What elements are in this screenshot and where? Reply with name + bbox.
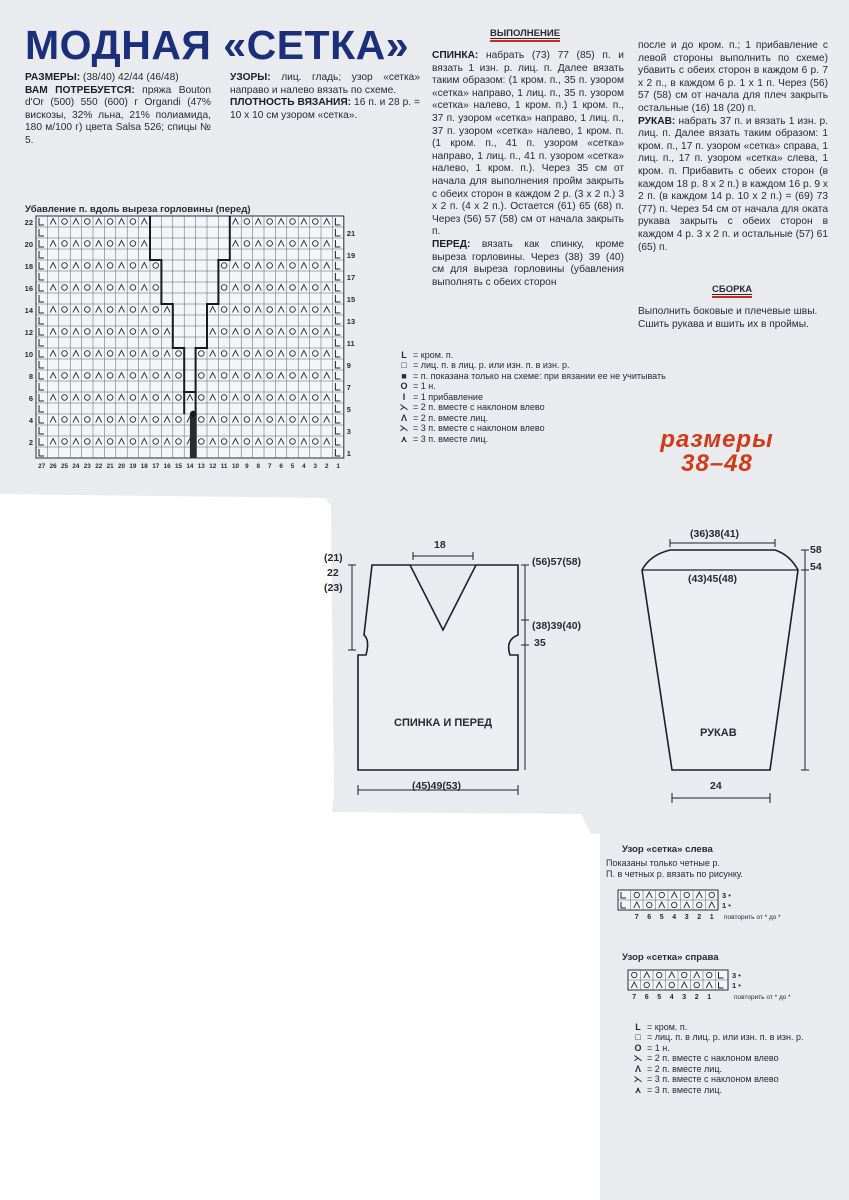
col-label: 7	[267, 463, 272, 470]
legend-symbol-icon: L	[401, 349, 407, 360]
legend-item	[398, 371, 718, 382]
legend-text: = п. показана только на схеме: при вязании ее не учитывать	[413, 370, 666, 381]
legend-text: = 3 п. вместе лиц.	[413, 433, 488, 444]
patterns-value: лиц. гладь; узор «сетка» направо и налево вязать по схеме.	[230, 72, 420, 96]
row-label-right: 11	[346, 339, 355, 348]
legend-symbol-icon: ⋏	[400, 433, 408, 444]
col-label: 11	[220, 463, 228, 470]
sizes-badge-word: размеры	[660, 426, 774, 453]
row-label-right: 15	[346, 295, 356, 304]
row-label-right: 13	[346, 317, 356, 326]
col-label: 20	[117, 463, 126, 470]
mini-col-label: 3	[682, 994, 687, 1001]
row-label-left: 2	[28, 438, 33, 447]
legend-symbol-icon: ⋋	[399, 423, 409, 434]
legend-item	[398, 350, 718, 361]
pattern-legend	[632, 1022, 847, 1096]
body-right-mid: (38)39(40)	[532, 620, 582, 632]
legend-symbol-icon: ⋋	[399, 402, 409, 413]
left-net-note-1: Показаны только четные р.	[606, 858, 720, 868]
legend-text: = 2 п. вместе с наклоном влево	[647, 1053, 779, 1064]
legend-item	[632, 1054, 847, 1065]
legend-item	[632, 1033, 847, 1044]
legend-text: = лиц. п. в лиц. р. или изн. п. в изн. р.	[413, 360, 570, 371]
legend-symbol-icon: ⋋	[633, 1053, 643, 1064]
col-label: 25	[60, 463, 69, 470]
mini-col-label: 1	[707, 994, 712, 1001]
row-label-left: 12	[24, 328, 33, 337]
row-label-left: 14	[24, 306, 33, 315]
body-left-height-3: (23)	[324, 582, 343, 594]
neck-width-label: 18	[434, 539, 446, 551]
sizes-value: (38/40) 42/44 (46/48)	[80, 72, 179, 83]
page-title: МОДНАЯ «СЕТКА»	[25, 22, 410, 68]
col-label: 23	[83, 463, 91, 470]
col-label: 15	[174, 463, 183, 470]
row-label-right: 17	[346, 273, 356, 282]
mini-col-label: 6	[644, 994, 649, 1001]
legend-text: = 1 н.	[647, 1042, 670, 1053]
mini-row-label: 1 •	[732, 981, 741, 990]
mini-col-label: 4	[669, 994, 674, 1001]
density-label: ПЛОТНОСТЬ ВЯЗАНИЯ:	[230, 97, 352, 109]
col-label: 21	[106, 463, 114, 470]
row-label-right: 19	[346, 251, 356, 260]
col-label: 19	[129, 463, 137, 470]
row-label-right: 1	[346, 449, 351, 458]
mini-col-label: 2	[697, 914, 702, 921]
neckline-chart	[20, 214, 380, 484]
col-label: 22	[95, 463, 103, 470]
legend-text: = 2 п. вместе лиц.	[413, 412, 488, 423]
col-label: 3	[313, 463, 318, 470]
repeat-note: повторить от * до *	[734, 994, 791, 1001]
mini-col-label: 5	[657, 994, 662, 1001]
legend-item	[398, 392, 718, 403]
row-label-right: 9	[346, 361, 351, 370]
legend-item	[398, 382, 718, 393]
sleeve-bottom-width: 24	[710, 780, 722, 792]
density-value: 16 п. и 28 р. = 10 x 10 см узором «сетка».	[230, 97, 420, 121]
legend-item	[398, 361, 718, 372]
body-bottom-width: (45)49(53)	[412, 780, 462, 792]
legend-symbol-icon: ⋋	[633, 1074, 643, 1085]
execution-column-right	[638, 40, 828, 254]
assembly-heading: СБОРКА	[712, 284, 752, 298]
left-net-chart	[604, 886, 804, 936]
materials-value: пряжа Bouton d'Or (500) 550 (600) г Organdi (47% вискозы, 32% льна, 21% полиамида, 180 м/100 г) цвета Salsa 526; спицы № 5.	[25, 84, 212, 146]
mini-col-label: 7	[632, 994, 637, 1001]
legend-item	[398, 413, 718, 424]
legend-symbol-icon: ⋏	[634, 1084, 642, 1095]
mini-col-label: 4	[672, 914, 677, 921]
legend-text: = 3 п. вместе с наклоном влево	[647, 1074, 779, 1085]
col-label: 5	[290, 463, 295, 470]
front-text-continued: после и до кром. п.; 1 прибавление с левой стороны выполнить по схеме) убавить с обеих сторон в каждом 6 р. 7 x 2 п., в каждом 6 р. 1 x 1 п. Через (56) 57 (58) см от начала для плеч закрыть остальные (16) 18 (20) п.	[638, 40, 828, 114]
front-label: ПЕРЕД:	[432, 238, 471, 250]
col-label: 6	[279, 463, 283, 470]
legend-item	[632, 1085, 847, 1096]
col-label: 2	[324, 463, 329, 470]
neckline-chart-caption: Убавление п. вдоль выреза горловины (перед)	[25, 204, 251, 215]
row-label-left: 10	[24, 350, 33, 359]
legend-symbol-icon: O	[400, 381, 408, 392]
back-label: СПИНКА:	[432, 50, 479, 61]
legend-text: = лиц. п. в лиц. р. или изн. п. в изн. р.	[647, 1032, 804, 1043]
mini-row-label: 3 •	[722, 891, 731, 900]
legend-item	[632, 1022, 847, 1033]
sizes-label: РАЗМЕРЫ:	[25, 72, 81, 83]
legend-text: = кром. п.	[413, 349, 454, 360]
col-label: 26	[49, 463, 57, 470]
legend-symbol-icon: Λ	[634, 1063, 641, 1074]
legend-text: = 1 н.	[413, 381, 436, 392]
sleeve-top-width: (36)38(41)	[690, 528, 740, 540]
mini-row-label: 3 •	[732, 971, 741, 980]
materials-label: ВАМ ПОТРЕБУЕТСЯ:	[25, 84, 135, 96]
col-label: 16	[163, 463, 171, 470]
col-label: 12	[209, 463, 217, 470]
sleeve-inner-width: (43)45(48)	[688, 573, 738, 585]
legend-text: = 3 п. вместе с наклоном влево	[413, 423, 545, 434]
legend-symbol-icon: ■	[401, 370, 407, 381]
sleeve-pattern-diagram	[630, 530, 820, 810]
front-text: вязать как спинку, кроме выреза горловины. Через (38) 39 (40) см для выреза горловины (убавления выполнять с обеих сторон	[432, 238, 624, 288]
mini-col-label: 2	[694, 994, 699, 1001]
row-label-left: 6	[28, 394, 33, 403]
sizes-badge	[632, 428, 802, 476]
mini-col-label: 6	[647, 914, 652, 921]
body-left-height-2: 22	[327, 567, 339, 579]
col-label: 24	[72, 463, 80, 470]
col-label: 27	[38, 463, 46, 470]
row-label-left: 16	[24, 284, 33, 293]
back-text: набрать (73) 77 (85) п. и вязать 1 изн. р. лиц. п. Далее вязать таким образом: (1 кром. п., 35 п. узором «сетка» направо, 1 лиц. п., 35 п. узором «сетка» налево, 1 кром. п.) 1 кром. п., 37 п. узором «сетка» направо, 1 лиц. п., 37 п. узором «сетка» налево, 1 кром. п. (1 кром. п., 41 п. узором «сетка» направо, 1 лиц. п., 41 п. узором «сетка» налево, 1 кром. п.). Через 35 см от начала для выполнения пройм закрыть с обеих сторон в каждом 2 р. (3 x 2 п.) 3 x 2 п. (4 x 2 п.). Остается (61) 65 (68) п. Через (56) 57 (58) см от начала закрыть п.	[432, 50, 624, 238]
left-net-caption: Узор «сетка» слева	[622, 844, 713, 855]
sleeve-label: РУКАВ	[700, 727, 737, 739]
materials-column	[25, 72, 211, 148]
row-label-right: 21	[346, 229, 356, 238]
legend-text: = 1 прибавление	[413, 391, 483, 402]
row-label-right: 3	[346, 427, 351, 436]
mini-col-label: 7	[634, 914, 639, 921]
sleeve-label: РУКАВ:	[638, 115, 676, 127]
col-label: 8	[256, 463, 261, 470]
col-label: 1	[336, 463, 340, 470]
row-label-right: 5	[346, 405, 351, 414]
right-net-chart	[614, 966, 814, 1016]
left-net-note-2: П. в четных р. вязать по рисунку.	[606, 869, 744, 879]
legend-item	[398, 403, 718, 414]
legend-text: = кром. п.	[647, 1021, 688, 1032]
row-label-right: 7	[346, 383, 351, 392]
legend-symbol-icon: □	[635, 1032, 641, 1043]
body-pattern-diagram	[340, 540, 600, 810]
sleeve-text: набрать 37 п. и вязать 1 изн. р. лиц. п. Далее вязать таким образом: 1 кром. п., 17 п. узором «сетка» справа, 1 лиц. п., 17 п. узором «сетка» слева, 1 кром. п. Прибавить с обеих сторон (в каждом 18 р. 8 x 2 п.) в каждом 16 р. 9 x 2 п. (в каждом 14 р. 10 x 2 п.) = (69) 73 (77) п. Через 54 см от начала для оката рукава закрыть с обеих сторон в каждом 4 р. 3 x 2 п. и остальные (57) 61 (65) п.	[638, 115, 828, 253]
col-label: 17	[152, 463, 160, 470]
col-label: 4	[302, 463, 306, 470]
col-label: 18	[140, 463, 148, 470]
repeat-note: повторить от * до *	[724, 914, 781, 921]
legend-item	[632, 1075, 847, 1086]
legend-symbol-icon: I	[402, 391, 406, 402]
body-right-top: (56)57(58)	[532, 556, 582, 568]
sleeve-height-2: 54	[810, 561, 822, 573]
mini-col-label: 5	[659, 914, 664, 921]
execution-heading: ВЫПОЛНЕНИЕ	[490, 28, 560, 42]
legend-text: = 2 п. вместе с наклоном влево	[413, 402, 545, 413]
execution-column	[432, 50, 624, 289]
body-right-low: 35	[534, 637, 546, 649]
mini-col-label: 3	[684, 914, 689, 921]
assembly-text: Выполнить боковые и плечевые швы. Сшить рукава и вшить их в проймы.	[638, 306, 818, 330]
sizes-badge-range: 38–48	[681, 450, 753, 477]
sleeve-height-1: 58	[810, 544, 822, 556]
row-label-left: 18	[24, 262, 33, 271]
col-label: 13	[197, 463, 205, 470]
row-label-left: 20	[24, 240, 33, 249]
patterns-column	[230, 72, 420, 122]
row-label-left: 8	[28, 372, 33, 381]
body-label: СПИНКА И ПЕРЕД	[394, 717, 493, 729]
row-label-left: 4	[28, 416, 33, 425]
mini-col-label: 1	[709, 914, 714, 921]
row-label-left: 22	[24, 218, 33, 227]
legend-item	[632, 1064, 847, 1075]
legend-symbol-icon: O	[634, 1042, 642, 1053]
body-left-height-1: (21)	[324, 552, 343, 564]
col-label: 14	[186, 463, 194, 470]
right-net-caption: Узор «сетка» справа	[622, 952, 719, 963]
legend-item	[632, 1043, 847, 1054]
legend-symbol-icon: Λ	[400, 412, 407, 423]
legend-symbol-icon: L	[635, 1021, 641, 1032]
patterns-label: УЗОРЫ:	[230, 72, 271, 83]
legend-text: = 2 п. вместе лиц.	[647, 1063, 722, 1074]
mini-row-label: 1 •	[722, 901, 731, 910]
legend-symbol-icon: □	[401, 360, 407, 371]
col-label: 10	[231, 463, 240, 470]
col-label: 9	[245, 463, 249, 470]
white-corner	[0, 1120, 600, 1200]
legend-text: = 3 п. вместе лиц.	[647, 1084, 722, 1095]
